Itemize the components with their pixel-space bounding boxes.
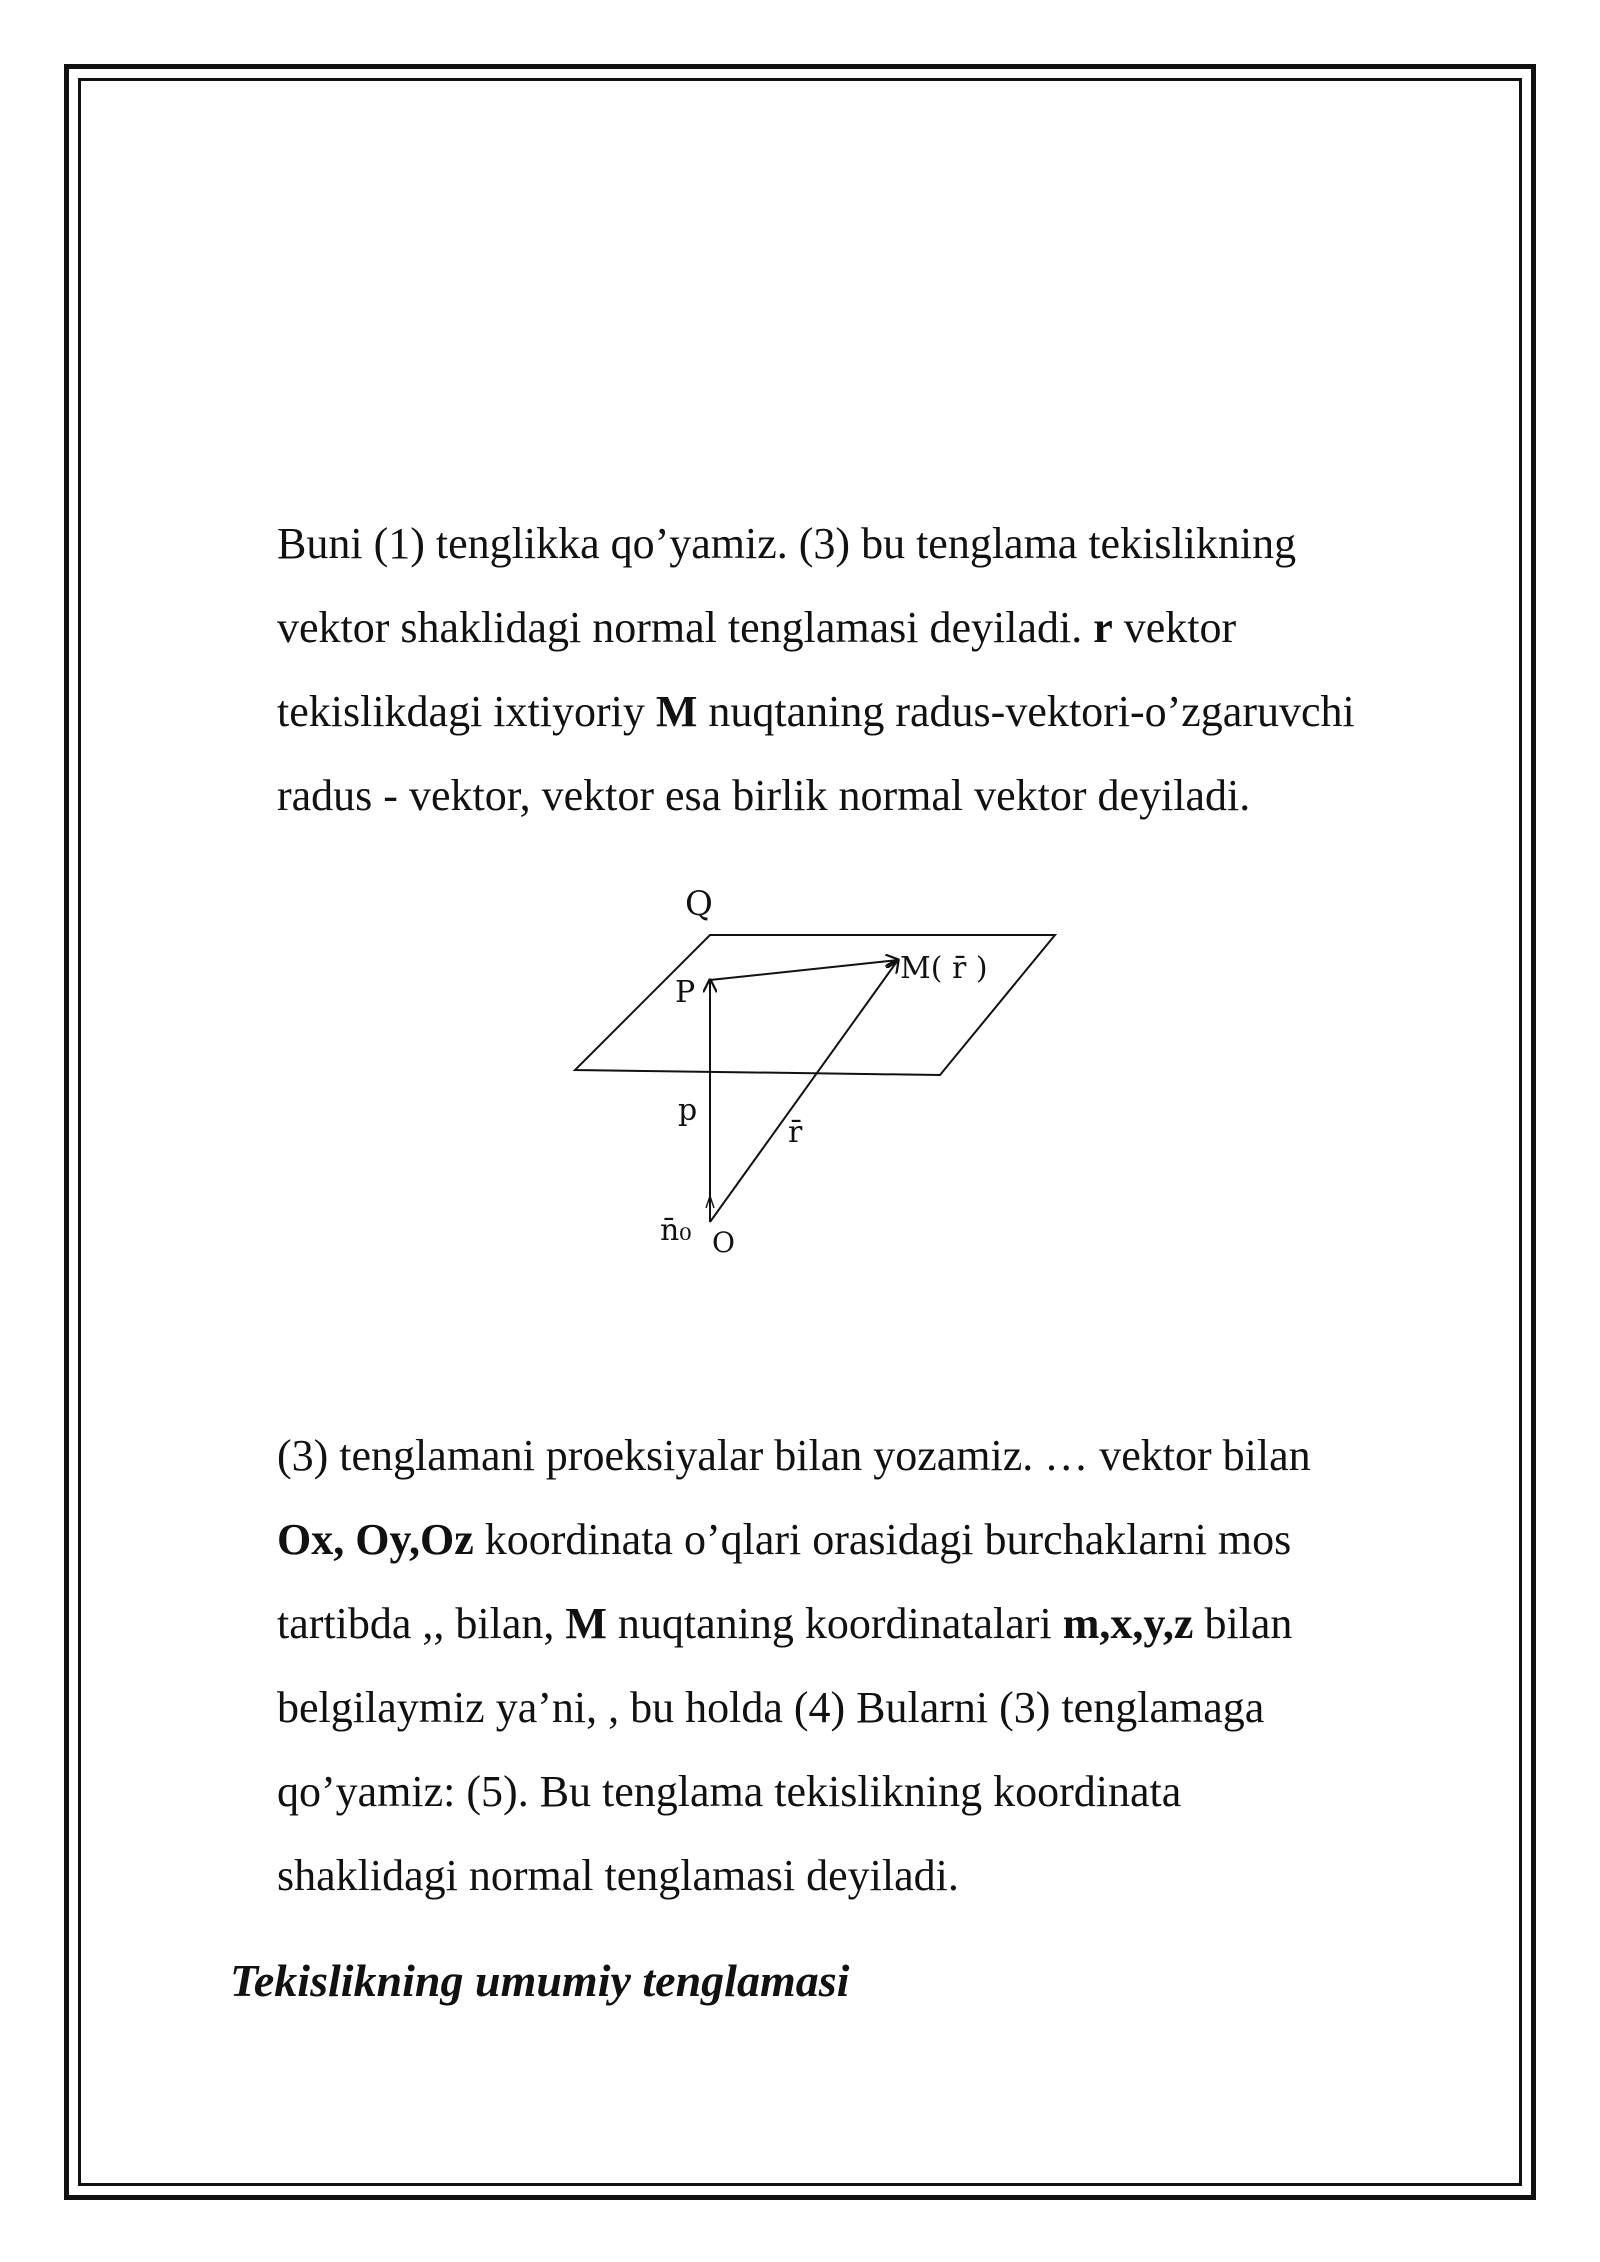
paragraph1-line2-end: vektor (1112, 603, 1237, 652)
coordinates-bold: m,x,y,z (1062, 1599, 1194, 1648)
paragraph-vector-normal-equation (277, 502, 1477, 838)
point-m-bold-2: M (565, 1599, 607, 1648)
paragraph1-line3-end: nuqtaning radus-vektori-o’zgaruvchi (697, 687, 1355, 736)
vector-pm (710, 960, 898, 980)
paragraph2-line3-end: bilan (1193, 1599, 1293, 1648)
plane-label-q: Q (685, 884, 713, 924)
paragraph2-line4: belgilaymiz ya’ni, , bu holda (4) Bularni (3) tenglamaga (277, 1683, 1265, 1732)
origin-label-o: O (712, 1226, 735, 1259)
paragraph2-line6: shaklidagi normal tenglamasi deyiladi. (277, 1851, 959, 1900)
paragraph1-line1: Buni (1) tenglikka qo’yamiz. (3) bu tenglama tekislikning (277, 519, 1297, 568)
distance-label-p: p (678, 1093, 698, 1128)
paragraph2-line1: (3) tenglamani proeksiyalar bilan yozamiz. … vektor bilan (277, 1431, 1311, 1480)
radius-label-r: r̄ (788, 1115, 803, 1150)
paragraph1-line3: tekislikdagi ixtiyoriy (277, 687, 656, 736)
point-m-bold: M (655, 687, 698, 736)
vector-r-bold: r (1093, 603, 1113, 652)
paragraph2-line3: tartibda ,, bilan, (277, 1599, 566, 1648)
paragraph1-line2: vektor shaklidagi normal tenglamasi deyiladi. (277, 603, 1094, 652)
paragraph2-line5: qo’yamiz: (5). Bu tenglama tekislikning koordinata (277, 1767, 1182, 1816)
paragraph-coordinate-normal-equation (277, 1414, 1477, 1918)
normal-label-n0: n̄₀ (660, 1213, 692, 1248)
paragraph2-line2: koordinata o’qlari orasidagi burchaklarni mos (473, 1515, 1292, 1564)
plane-normal-figure (560, 870, 1080, 1270)
point-label-p: P (675, 975, 696, 1010)
paragraph1-line4: radus - vektor, vektor esa birlik normal vektor deyiladi. (277, 771, 1251, 820)
radius-vector-om (710, 960, 898, 1222)
point-label-m: M( r̄ ) (900, 951, 988, 986)
plane-diagram (560, 870, 1080, 1270)
section-heading: Tekislikning umumiy tenglamasi (230, 1955, 850, 2006)
axes-bold: Ox, Oy,Oz (277, 1515, 474, 1564)
paragraph2-line3-mid: nuqtaning koordinatalari (606, 1599, 1063, 1648)
